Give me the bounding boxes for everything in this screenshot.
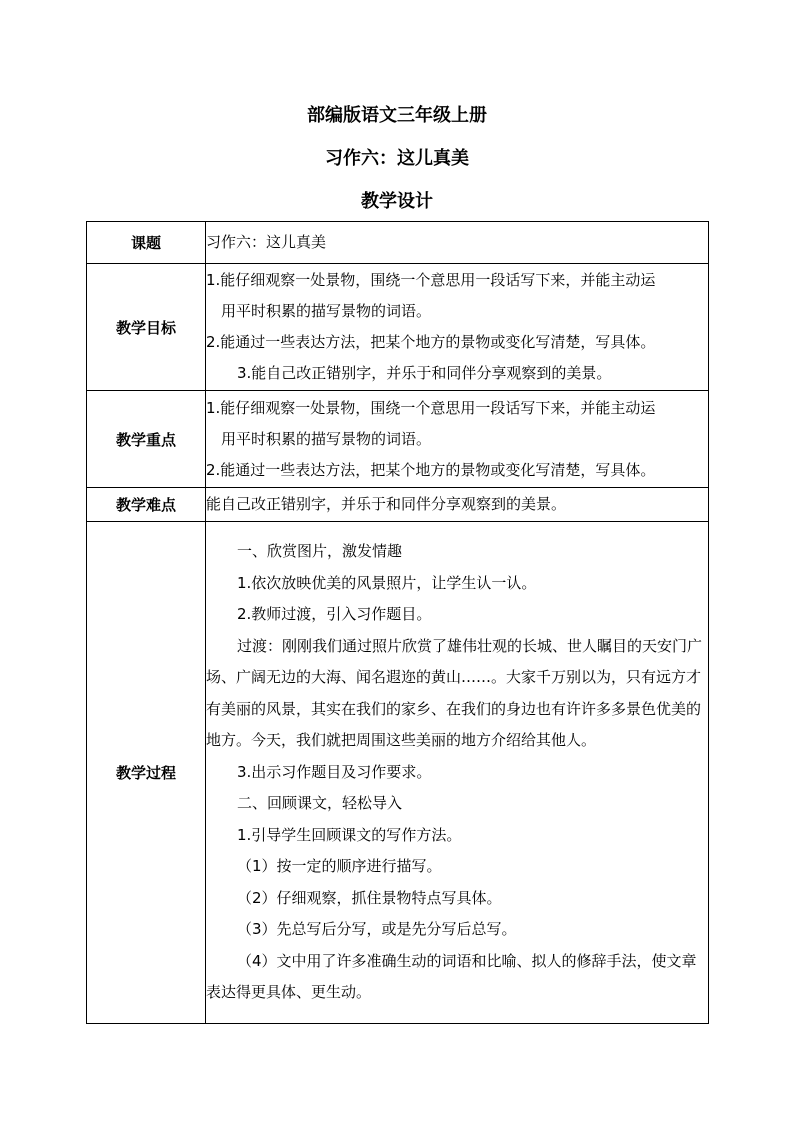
label-topic: 课题 (87, 222, 206, 264)
process-step: 1.引导学生回顾课文的写作方法。 (237, 825, 462, 844)
process-paragraph: 过渡：刚刚我们通过照片欣赏了雄伟壮观的长城、世人瞩目的天安门广场、广阔无边的大海、闻名遐迩的黄山……。大家千万别以为，只有远方才有美丽的风景，其实在我们的家乡、在我们的身边也有许许多多景色优美的地方。今天，我们就把周围这些美丽的地方介绍给其他人。 (206, 636, 703, 750)
lesson-plan-table (86, 221, 709, 1024)
value-process (206, 522, 709, 1024)
process-substep: （2）仔细观察，抓住景物特点写具体。 (237, 888, 502, 907)
process-step: 2.教师过渡，引入习作题目。 (237, 605, 432, 624)
key-point-line: 1.能仔细观察一处景物，围绕一个意思用一段话写下来，并能主动运 (206, 398, 656, 417)
key-point-line: 2.能通过一些表达方法，把某个地方的景物或变化写清楚，写具体。 (206, 460, 656, 479)
value-difficulty (206, 488, 709, 522)
goal-line: 3.能自己改正错别字，并乐于和同伴分享观察到的美景。 (237, 364, 612, 382)
value-key-points (206, 391, 709, 488)
process-substep: （1）按一定的顺序进行描写。 (237, 857, 442, 876)
label-process: 教学过程 (87, 522, 206, 1024)
row-topic (87, 222, 709, 264)
goal-line: 1.能仔细观察一处景物，围绕一个意思用一段话写下来，并能主动运 (206, 271, 656, 289)
topic-text: 习作六：这儿真美 (206, 233, 327, 251)
process-heading: 二、回顾课文，轻松导入 (237, 794, 403, 813)
value-topic (206, 222, 709, 264)
lesson-title: 习作六：这儿真美 (325, 148, 469, 169)
process-step: 3.出示习作题目及习作要求。 (237, 762, 432, 781)
label-difficulty: 教学难点 (87, 488, 206, 522)
row-key-points (87, 391, 709, 488)
process-substep: （3）先总写后分写，或是先分写后总写。 (237, 920, 517, 939)
document-title: 部编版语文三年级上册 (307, 105, 487, 126)
value-goals (206, 264, 709, 391)
goal-line: 2.能通过一些表达方法，把某个地方的景物或变化写清楚，写具体。 (206, 333, 656, 351)
label-goals: 教学目标 (87, 264, 206, 391)
row-goals (87, 264, 709, 391)
row-difficulty (87, 488, 709, 522)
process-heading: 一、欣赏图片，激发情趣 (237, 542, 403, 561)
label-key-points: 教学重点 (87, 391, 206, 488)
goal-line: 用平时积累的描写景物的词语。 (221, 302, 432, 320)
design-title: 教学设计 (361, 191, 433, 212)
row-process (87, 522, 709, 1024)
key-point-line: 用平时积累的描写景物的词语。 (221, 429, 432, 448)
difficulty-text: 能自己改正错别字，并乐于和同伴分享观察到的美景。 (206, 495, 567, 513)
process-step: 1.依次放映优美的风景照片，让学生认一认。 (237, 573, 537, 592)
process-substep: （4）文中用了许多准确生动的词语和比喻、拟人的修辞手法，使文章表达得更具体、更生动。 (206, 951, 697, 1002)
